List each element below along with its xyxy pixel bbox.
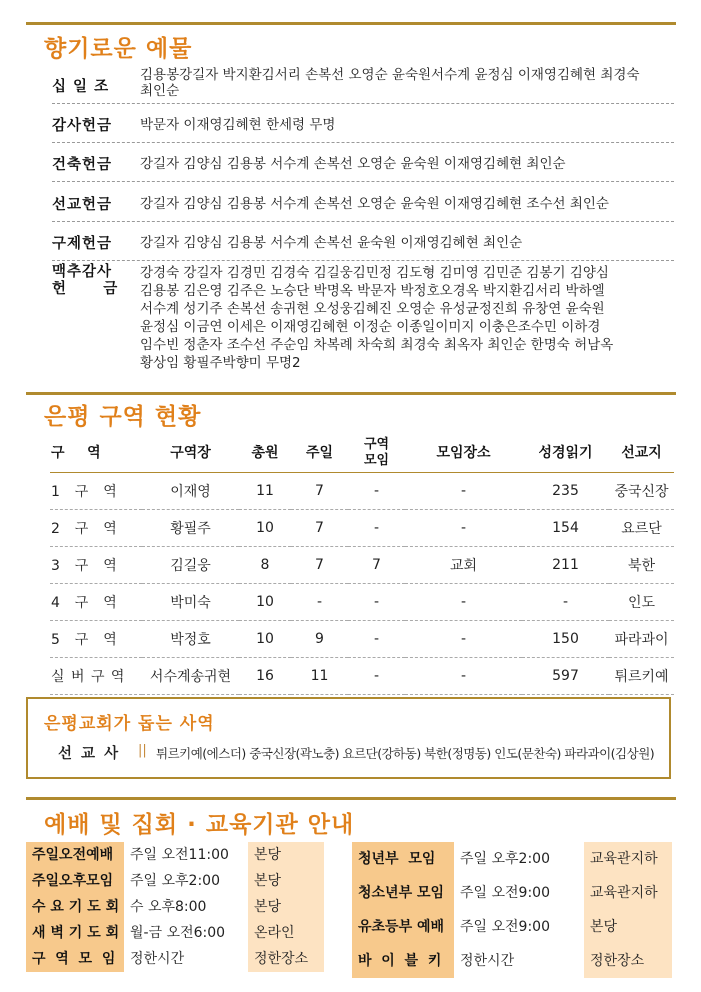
meeting: - xyxy=(348,621,405,658)
region-name: 실 버 구 역 xyxy=(50,658,142,695)
sunday: 7 xyxy=(291,547,348,584)
col-meeting xyxy=(348,432,405,473)
leader: 김길웅 xyxy=(142,547,239,584)
sunday: 11 xyxy=(291,658,348,695)
offering-row-tithe xyxy=(52,65,674,104)
total: 10 xyxy=(239,510,291,547)
total: 16 xyxy=(239,658,291,695)
worship-time: 주일 오후2:00 xyxy=(454,842,584,876)
worship-place: 온라인 xyxy=(248,920,324,946)
worship-row xyxy=(352,876,672,910)
offering-names: 강경숙 강길자 김경민 김경숙 김길웅김민정 김도형 김미영 김민준 김봉기 김양심 김용봉 김은영 김주은 노승단 박명옥 박문자 박정호오경옥 박지환김서리 박하엘 서수계 성기주 손복선 송귀현 오성웅김혜진 오영순 유성균정진희 유창연 윤숙원 윤정심 이금연 이세은 이재영김혜현 이정순 이종일이미지 이충은조수민 이하경 임수빈 정춘자 조수선 주순임 차복례 차숙희 최경숙 최옥자 최인순 한명숙 허남옥 황상임 황필주박향미 무명2 xyxy=(140,265,614,371)
worship-name: 새 벽 기 도 회 xyxy=(26,920,124,946)
offering-label: 감사헌금 xyxy=(52,118,113,134)
offering-row-relief xyxy=(52,225,674,261)
offerings-title: 향기로운 예물 xyxy=(44,36,193,62)
mission-field: 인도 xyxy=(609,584,674,621)
reading: 597 xyxy=(522,658,609,695)
col-mission-field: 선교지 xyxy=(609,432,674,473)
worship-row xyxy=(352,910,672,944)
table-row xyxy=(50,547,674,584)
worship-time: 정한시간 xyxy=(124,946,248,972)
missions-divider: || xyxy=(138,743,147,758)
col-region: 구 역 xyxy=(50,432,142,473)
table-header-row xyxy=(50,432,674,473)
mission-field: 북한 xyxy=(609,547,674,584)
regions-rule xyxy=(26,392,676,395)
offering-label: 구제헌금 xyxy=(52,236,113,252)
reading: 211 xyxy=(522,547,609,584)
region-name: 3 구 역 xyxy=(50,547,142,584)
mission-field: 중국신장 xyxy=(609,473,674,510)
reading: - xyxy=(522,584,609,621)
worship-place: 본당 xyxy=(584,910,672,944)
region-name: 2 구 역 xyxy=(50,510,142,547)
offering-row-mission xyxy=(52,186,674,222)
worship-row xyxy=(352,842,672,876)
worship-time: 주일 오전9:00 xyxy=(454,876,584,910)
meeting: - xyxy=(348,584,405,621)
worship-row xyxy=(26,842,324,868)
worship-time: 월-금 오전6:00 xyxy=(124,920,248,946)
worship-place: 교육관지하 xyxy=(584,876,672,910)
worship-row xyxy=(26,894,324,920)
worship-time: 수 오후8:00 xyxy=(124,894,248,920)
worship-row xyxy=(26,920,324,946)
worship-place: 정한장소 xyxy=(584,944,672,978)
regions-title: 은평 구역 현황 xyxy=(44,404,202,430)
worship-name: 청년부 모임 xyxy=(352,842,454,876)
offering-names: 강길자 김양심 김용봉 서수계 손복선 윤숙원 이재영김혜현 최인순 xyxy=(140,234,523,251)
place: - xyxy=(405,584,522,621)
leader: 서수계송귀현 xyxy=(142,658,239,695)
table-row xyxy=(50,473,674,510)
worship-left-column xyxy=(26,842,324,972)
meeting: - xyxy=(348,473,405,510)
place: - xyxy=(405,658,522,695)
offering-label: 건축헌금 xyxy=(52,157,113,173)
worship-name: 주일오후모임 xyxy=(26,868,124,894)
missions-title: 은평교회가 돕는 사역 xyxy=(44,714,215,734)
worship-row xyxy=(26,868,324,894)
sunday: 7 xyxy=(291,510,348,547)
offering-names: 김용봉강길자 박지환김서리 손복선 오영순 윤숙원서수계 윤정심 이재영김혜현 최경숙 최인순 xyxy=(140,67,640,99)
mission-field: 튀르키예 xyxy=(609,658,674,695)
region-name: 1 구 역 xyxy=(50,473,142,510)
meeting: - xyxy=(348,658,405,695)
missions-list: 튀르키예(에스더) 중국신장(곽노충) 요르단(강하동) 북한(정명동) 인도(문찬숙) 파라과이(김상원) xyxy=(156,746,655,761)
reading: 150 xyxy=(522,621,609,658)
mission-field: 요르단 xyxy=(609,510,674,547)
leader: 박정호 xyxy=(142,621,239,658)
worship-place: 교육관지하 xyxy=(584,842,672,876)
offering-label: 맥추감사 헌 금 xyxy=(52,264,119,297)
worship-time: 주일 오전9:00 xyxy=(454,910,584,944)
table-row xyxy=(50,510,674,547)
col-meeting-line2: 모임 xyxy=(363,453,390,468)
region-name: 4 구 역 xyxy=(50,584,142,621)
place: - xyxy=(405,473,522,510)
sunday: 9 xyxy=(291,621,348,658)
sunday: 7 xyxy=(291,473,348,510)
worship-time: 주일 오후2:00 xyxy=(124,868,248,894)
missions-box xyxy=(26,697,671,779)
regions-table xyxy=(50,432,674,695)
table-row xyxy=(50,621,674,658)
leader: 박미숙 xyxy=(142,584,239,621)
worship-name: 구 역 모 임 xyxy=(26,946,124,972)
worship-time: 정한시간 xyxy=(454,944,584,978)
offering-names: 강길자 김양심 김용봉 서수계 손복선 오영순 윤숙원 이재영김혜현 조수선 최인순 xyxy=(140,195,609,212)
col-meeting-line1: 구역 xyxy=(363,437,390,452)
worship-title: 예배 및 집회 · 교육기관 안내 xyxy=(44,812,355,838)
total: 10 xyxy=(239,584,291,621)
worship-name: 청소년부 모임 xyxy=(352,876,454,910)
worship-place: 본당 xyxy=(248,894,324,920)
worship-name: 바 이 블 키 xyxy=(352,944,454,978)
offering-names: 강길자 김양심 김용봉 서수계 손복선 오영순 윤숙원 이재영김혜현 최인순 xyxy=(140,155,566,172)
meeting: 7 xyxy=(348,547,405,584)
worship-name: 주일오전예배 xyxy=(26,842,124,868)
worship-time: 주일 오전11:00 xyxy=(124,842,248,868)
col-leader: 구역장 xyxy=(142,432,239,473)
worship-row xyxy=(352,944,672,978)
offering-row-building xyxy=(52,146,674,182)
worship-row xyxy=(26,946,324,972)
mission-field: 파라과이 xyxy=(609,621,674,658)
place: - xyxy=(405,510,522,547)
offering-names: 박문자 이재영김혜현 한세령 무명 xyxy=(140,116,336,133)
worship-rule xyxy=(26,797,676,800)
table-row xyxy=(50,658,674,695)
region-name: 5 구 역 xyxy=(50,621,142,658)
place: 교회 xyxy=(405,547,522,584)
sunday: - xyxy=(291,584,348,621)
total: 11 xyxy=(239,473,291,510)
top-rule xyxy=(26,22,676,25)
meeting: - xyxy=(348,510,405,547)
total: 8 xyxy=(239,547,291,584)
col-reading: 성경읽기 xyxy=(522,432,609,473)
missions-label: 선 교 사 xyxy=(58,746,121,762)
reading: 154 xyxy=(522,510,609,547)
worship-name: 유초등부 예배 xyxy=(352,910,454,944)
total: 10 xyxy=(239,621,291,658)
col-place: 모임장소 xyxy=(405,432,522,473)
offering-row-harvest xyxy=(52,264,674,376)
offering-label: 십 일 조 xyxy=(52,79,110,95)
worship-right-column xyxy=(352,842,672,978)
col-total: 총원 xyxy=(239,432,291,473)
worship-place: 정한장소 xyxy=(248,946,324,972)
col-sunday: 주일 xyxy=(291,432,348,473)
worship-place: 본당 xyxy=(248,868,324,894)
worship-name: 수 요 기 도 회 xyxy=(26,894,124,920)
leader: 이재영 xyxy=(142,473,239,510)
reading: 235 xyxy=(522,473,609,510)
place: - xyxy=(405,621,522,658)
leader: 황필주 xyxy=(142,510,239,547)
offering-row-thanks xyxy=(52,107,674,143)
table-row xyxy=(50,584,674,621)
worship-place: 본당 xyxy=(248,842,324,868)
offering-label: 선교헌금 xyxy=(52,197,113,213)
